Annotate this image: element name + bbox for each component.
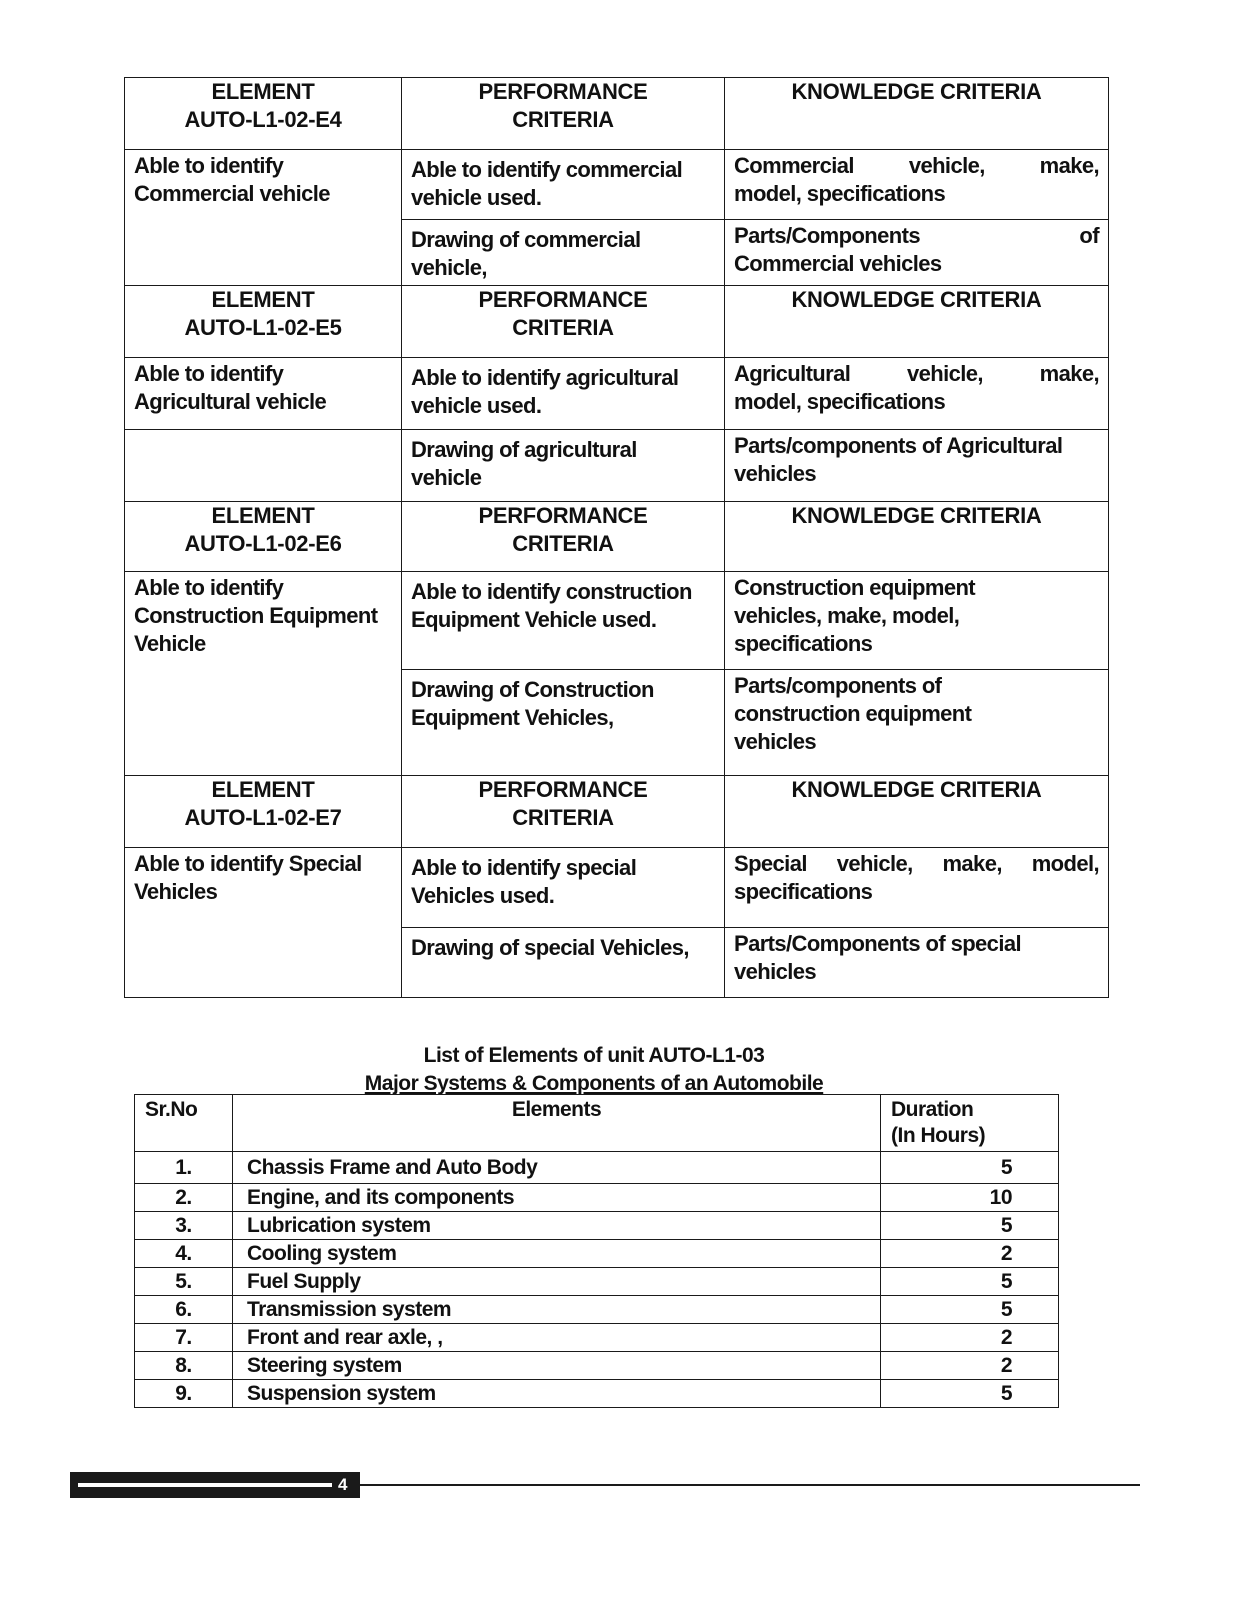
footer-rule bbox=[360, 1484, 1140, 1486]
cell-line: Commercial vehicles bbox=[734, 251, 942, 276]
table-row bbox=[135, 1184, 1059, 1212]
header-elements: Elements bbox=[233, 1095, 881, 1152]
performance-header-line2: CRITERIA bbox=[512, 315, 614, 340]
row-element: Cooling system bbox=[233, 1240, 881, 1268]
element-label: ELEMENT bbox=[211, 287, 315, 312]
elements-table-body bbox=[135, 1152, 1059, 1408]
cell-line: vehicles, make, model, bbox=[734, 603, 960, 628]
row-duration: 2 bbox=[881, 1352, 1059, 1380]
criteria-row bbox=[125, 358, 1109, 430]
performance-criteria-cell bbox=[402, 150, 725, 220]
element-description-cell bbox=[125, 150, 402, 286]
footer-stripe bbox=[78, 1483, 332, 1487]
cell-line: Able to identify agricultural bbox=[411, 365, 679, 390]
cell-line: Vehicles bbox=[134, 879, 218, 904]
performance-criteria-cell bbox=[402, 572, 725, 670]
row-number: 8. bbox=[135, 1352, 233, 1380]
cell-line: Vehicle bbox=[134, 631, 206, 656]
table-row bbox=[135, 1240, 1059, 1268]
row-duration: 2 bbox=[881, 1324, 1059, 1352]
performance-header-line2: CRITERIA bbox=[512, 107, 614, 132]
performance-header-cell bbox=[402, 78, 725, 150]
table-row bbox=[135, 1380, 1059, 1408]
list-section-heading bbox=[124, 1042, 1064, 1098]
row-number: 1. bbox=[135, 1152, 233, 1184]
cell-line: Equipment Vehicle used. bbox=[411, 607, 657, 632]
row-number: 4. bbox=[135, 1240, 233, 1268]
knowledge-criteria-cell bbox=[725, 430, 1109, 502]
cell-line: Drawing of agricultural bbox=[411, 437, 637, 462]
performance-header-line1: PERFORMANCE bbox=[478, 287, 648, 312]
cell-line: vehicles bbox=[734, 461, 817, 486]
knowledge-criteria-cell bbox=[725, 928, 1109, 998]
header-srno: Sr.No bbox=[135, 1095, 233, 1152]
row-element: Front and rear axle, , bbox=[233, 1324, 881, 1352]
performance-criteria-cell bbox=[402, 848, 725, 928]
row-element: Engine, and its components bbox=[233, 1184, 881, 1212]
table-row bbox=[135, 1268, 1059, 1296]
knowledge-header-cell: KNOWLEDGE CRITERIA bbox=[725, 502, 1109, 572]
cell-line: specifications bbox=[734, 879, 873, 904]
table-row bbox=[135, 1324, 1059, 1352]
table-row bbox=[135, 1152, 1059, 1184]
element-code: AUTO-L1-02-E6 bbox=[184, 531, 342, 556]
row-element: Fuel Supply bbox=[233, 1268, 881, 1296]
cell-line: Agricultural vehicle bbox=[134, 389, 327, 414]
element-header-cell bbox=[125, 78, 402, 150]
list-section-subtitle: Major Systems & Components of an Automobile bbox=[364, 1072, 824, 1095]
element-description-empty-cell bbox=[125, 430, 402, 502]
cell-line: Parts/components of Agricultural bbox=[734, 433, 1063, 458]
cell-line: Able to identify commercial bbox=[411, 157, 683, 182]
cell-line: vehicles bbox=[734, 729, 817, 754]
cell-line: Able to identify construction bbox=[411, 579, 692, 604]
cell-line: Drawing of Construction bbox=[411, 677, 654, 702]
row-duration: 5 bbox=[881, 1212, 1059, 1240]
row-number: 2. bbox=[135, 1184, 233, 1212]
row-number: 7. bbox=[135, 1324, 233, 1352]
header-duration bbox=[881, 1095, 1059, 1152]
cell-line: Drawing of special Vehicles, bbox=[411, 935, 689, 960]
table-row bbox=[135, 1212, 1059, 1240]
cell-line: Able to identify Special bbox=[134, 851, 362, 876]
elements-table bbox=[134, 1094, 1059, 1408]
criteria-row bbox=[125, 848, 1109, 928]
element-code: AUTO-L1-02-E4 bbox=[184, 107, 342, 132]
performance-header-cell bbox=[402, 286, 725, 358]
knowledge-criteria-cell bbox=[725, 848, 1109, 928]
criteria-header-row bbox=[125, 502, 1109, 572]
element-header-cell bbox=[125, 776, 402, 848]
cell-line: Able to identify bbox=[134, 361, 284, 386]
cell-line: model, specifications bbox=[734, 389, 946, 414]
performance-header-line1: PERFORMANCE bbox=[478, 79, 648, 104]
criteria-row bbox=[125, 430, 1109, 502]
row-element: Chassis Frame and Auto Body bbox=[233, 1152, 881, 1184]
row-element: Transmission system bbox=[233, 1296, 881, 1324]
row-element: Lubrication system bbox=[233, 1212, 881, 1240]
page-number: 4 bbox=[338, 1475, 348, 1494]
elements-table-header-row bbox=[135, 1095, 1059, 1152]
knowledge-criteria-cell bbox=[725, 220, 1109, 286]
list-section-title: List of Elements of unit AUTO-L1-03 bbox=[423, 1044, 765, 1067]
element-header-cell bbox=[125, 286, 402, 358]
knowledge-criteria-cell bbox=[725, 670, 1109, 776]
cell-line: Parts/Components of special bbox=[734, 931, 1021, 956]
performance-criteria-cell bbox=[402, 220, 725, 286]
element-code: AUTO-L1-02-E5 bbox=[184, 315, 342, 340]
knowledge-criteria-cell bbox=[725, 150, 1109, 220]
row-duration: 10 bbox=[881, 1184, 1059, 1212]
row-duration: 5 bbox=[881, 1296, 1059, 1324]
cell-line: Able to identify bbox=[134, 153, 284, 178]
cell-line: vehicle used. bbox=[411, 393, 542, 418]
row-number: 5. bbox=[135, 1268, 233, 1296]
criteria-row bbox=[125, 572, 1109, 670]
element-description-cell bbox=[125, 572, 402, 776]
criteria-header-row bbox=[125, 776, 1109, 848]
knowledge-header-cell: KNOWLEDGE CRITERIA bbox=[725, 776, 1109, 848]
cell-line: vehicle, bbox=[411, 255, 487, 280]
footer-page-bar bbox=[70, 1472, 360, 1498]
knowledge-header-cell: KNOWLEDGE CRITERIA bbox=[725, 286, 1109, 358]
element-description-cell bbox=[125, 358, 402, 430]
element-code: AUTO-L1-02-E7 bbox=[184, 805, 342, 830]
criteria-header-row bbox=[125, 78, 1109, 150]
knowledge-header-cell: KNOWLEDGE CRITERIA bbox=[725, 78, 1109, 150]
row-duration: 2 bbox=[881, 1240, 1059, 1268]
criteria-header-row bbox=[125, 286, 1109, 358]
cell-line: specifications bbox=[734, 631, 873, 656]
cell-line: Agricultural vehicle, make, bbox=[734, 361, 1099, 386]
cell-line: Special vehicle, make, model, bbox=[734, 851, 1099, 876]
cell-line: Vehicles used. bbox=[411, 883, 555, 908]
row-number: 3. bbox=[135, 1212, 233, 1240]
cell-line: Able to identify bbox=[134, 575, 284, 600]
knowledge-criteria-cell bbox=[725, 572, 1109, 670]
cell-line: Parts/components of bbox=[734, 673, 942, 698]
cell-line: Construction equipment bbox=[734, 575, 976, 600]
cell-line: Commercial vehicle bbox=[134, 181, 330, 206]
performance-header-line2: CRITERIA bbox=[512, 805, 614, 830]
element-label: ELEMENT bbox=[211, 777, 315, 802]
cell-line: construction equipment bbox=[734, 701, 972, 726]
criteria-row bbox=[125, 150, 1109, 220]
performance-header-cell bbox=[402, 776, 725, 848]
cell-line: Construction Equipment bbox=[134, 603, 378, 628]
performance-header-line1: PERFORMANCE bbox=[478, 777, 648, 802]
header-duration-line2: (In Hours) bbox=[891, 1124, 986, 1147]
cell-line: Equipment Vehicles, bbox=[411, 705, 614, 730]
cell-line: Drawing of commercial bbox=[411, 227, 641, 252]
cell-line: vehicles bbox=[734, 959, 817, 984]
row-duration: 5 bbox=[881, 1380, 1059, 1408]
cell-line: vehicle bbox=[411, 465, 482, 490]
element-label: ELEMENT bbox=[211, 79, 315, 104]
performance-criteria-cell bbox=[402, 358, 725, 430]
row-duration: 5 bbox=[881, 1152, 1059, 1184]
performance-header-line1: PERFORMANCE bbox=[478, 503, 648, 528]
table-row bbox=[135, 1352, 1059, 1380]
table-row bbox=[135, 1296, 1059, 1324]
header-duration-line1: Duration bbox=[891, 1098, 974, 1121]
row-number: 6. bbox=[135, 1296, 233, 1324]
element-label: ELEMENT bbox=[211, 503, 315, 528]
cell-line: Able to identify special bbox=[411, 855, 637, 880]
element-description-cell bbox=[125, 848, 402, 998]
knowledge-criteria-cell bbox=[725, 358, 1109, 430]
criteria-table-body bbox=[125, 78, 1109, 998]
element-header-cell bbox=[125, 502, 402, 572]
criteria-table bbox=[124, 77, 1109, 998]
row-duration: 5 bbox=[881, 1268, 1059, 1296]
performance-criteria-cell bbox=[402, 670, 725, 776]
row-number: 9. bbox=[135, 1380, 233, 1408]
row-element: Steering system bbox=[233, 1352, 881, 1380]
cell-line: vehicle used. bbox=[411, 185, 542, 210]
cell-line: Parts/Components of bbox=[734, 223, 1099, 248]
cell-line: model, specifications bbox=[734, 181, 946, 206]
cell-line: Commercial vehicle, make, bbox=[734, 153, 1099, 178]
performance-criteria-cell bbox=[402, 430, 725, 502]
performance-header-cell bbox=[402, 502, 725, 572]
performance-criteria-cell bbox=[402, 928, 725, 998]
row-element: Suspension system bbox=[233, 1380, 881, 1408]
performance-header-line2: CRITERIA bbox=[512, 531, 614, 556]
